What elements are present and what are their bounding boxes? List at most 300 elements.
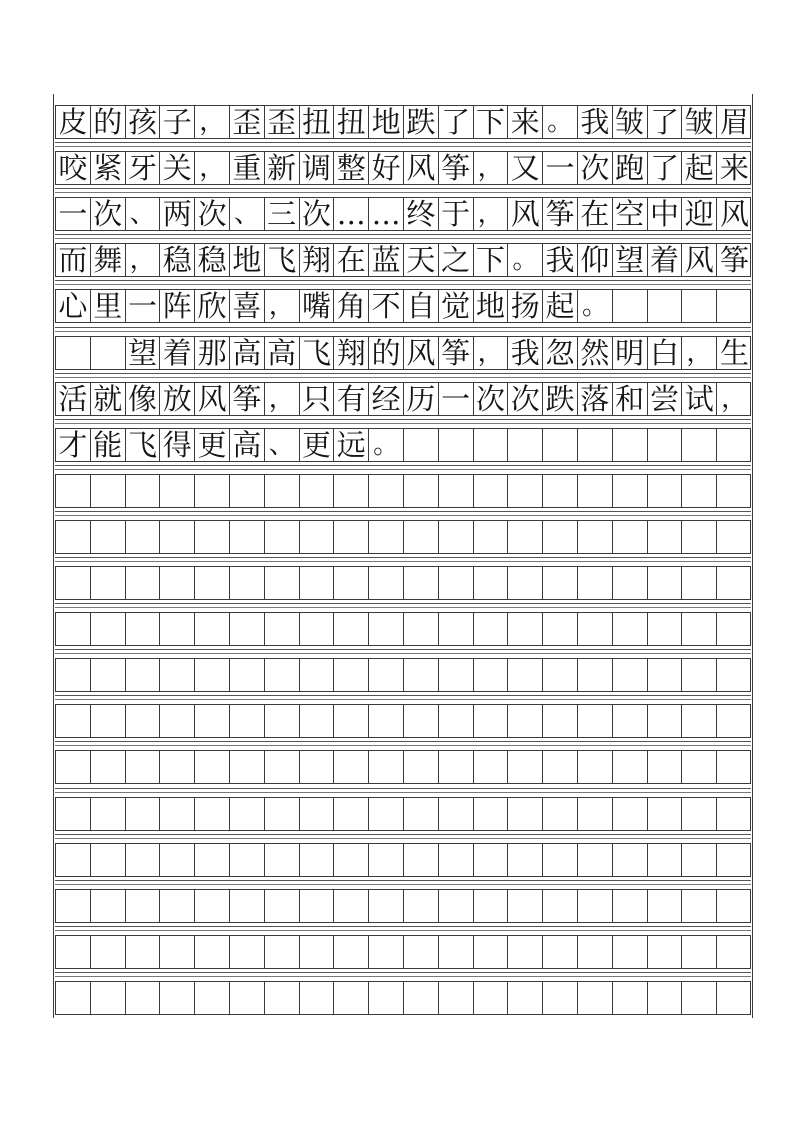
grid-cell [300,705,335,737]
grid-cell [334,982,369,1014]
grid-cell [543,751,578,783]
grid-cell: 落 [578,383,613,415]
grid-cell [369,613,404,645]
grid-cell [474,567,509,599]
grid-cell [439,705,474,737]
grid-cell: 来 [720,150,750,185]
grid-cell [300,982,335,1014]
grid-cell: 有 [334,383,369,415]
grid-cell: ， [682,337,717,369]
grid-cell [91,844,126,876]
grid-row [55,382,751,416]
grid-cell [578,567,613,599]
grid-cell: 嘴 [300,290,335,322]
grid-cell [404,890,439,922]
grid-cell [369,844,404,876]
grid-cell [265,936,300,968]
grid-cell [717,290,752,322]
grid-cell [195,705,230,737]
grid-cell [126,890,161,922]
grid-cell [508,567,543,599]
grid-cell [508,751,543,783]
grid-cell [578,798,613,830]
grid-cell: 地 [230,244,265,276]
grid-cell [265,659,300,691]
grid-cell: 里 [91,290,126,322]
grid-cell [404,751,439,783]
grid-cell: 生 [720,335,750,370]
grid-cell: 飞 [126,429,161,461]
grid-cell [648,475,683,507]
grid-cell [230,844,265,876]
grid-cell: 歪 [265,106,300,138]
grid-cell [613,890,648,922]
grid-cell: 风 [682,244,717,276]
grid-row [55,105,751,139]
grid-cell: 飞 [265,244,300,276]
grid-cell: ， [195,106,230,138]
grid-cell [578,936,613,968]
grid-cell [613,844,648,876]
grid-row [55,151,751,185]
grid-cell [160,751,195,783]
grid-cell: 、 [265,429,300,461]
grid-cell: 下 [474,244,509,276]
grid-cell [474,705,509,737]
grid-cell [508,429,543,461]
grid-cell [648,798,683,830]
grid-cell [508,521,543,553]
grid-cell: 稳 [160,244,195,276]
grid-cell [195,659,230,691]
grid-row [55,289,751,323]
grid-cell [91,705,126,737]
grid-cell [230,613,265,645]
grid-cell [543,429,578,461]
grid-cell: 在 [334,244,369,276]
grid-cell [439,567,474,599]
grid-cell: 飞 [300,337,335,369]
grid-cell: 来 [508,106,543,138]
grid-cell: 高 [265,337,300,369]
grid-cell: 了 [648,152,683,184]
grid-cell [126,982,161,1014]
grid-cell: 风 [404,152,439,184]
grid-cell: 两 [160,198,195,230]
grid-cell: 紧 [91,152,126,184]
grid-cell: 次 [195,198,230,230]
grid-row [55,704,751,738]
grid-cell [508,475,543,507]
grid-cell: 忽 [543,337,578,369]
grid-cell [369,475,404,507]
grid-cell: 次 [578,152,613,184]
grid-cell [91,613,126,645]
grid-row [55,935,751,969]
grid-cell [195,751,230,783]
grid-cell [682,567,717,599]
grid-cell [717,521,752,553]
grid-cell: 一 [56,198,91,230]
grid-cell: 筝 [439,152,474,184]
grid-cell: 之 [439,244,474,276]
grid-cell [56,567,91,599]
grid-cell [126,475,161,507]
grid-cell [91,936,126,968]
grid-cell [648,290,683,322]
grid-cell [648,659,683,691]
grid-cell [682,659,717,691]
grid-cell [578,429,613,461]
grid-cell [439,798,474,830]
grid-cell: 望 [126,337,161,369]
grid-cell [265,890,300,922]
grid-cell [717,613,752,645]
grid-cell: 风 [508,198,543,230]
grid-cell [160,890,195,922]
grid-cell: 只 [300,383,335,415]
grid-cell [613,982,648,1014]
grid-cell [578,982,613,1014]
grid-cell [613,659,648,691]
grid-cell: 筝 [543,198,578,230]
grid-cell [474,890,509,922]
grid-cell [682,613,717,645]
grid-cell [91,798,126,830]
grid-cell: 翔 [300,244,335,276]
grid-cell [369,567,404,599]
grid-cell [369,982,404,1014]
grid-cell [543,982,578,1014]
grid-cell [439,890,474,922]
grid-cell [508,936,543,968]
grid-cell [439,429,474,461]
grid-cell: 跑 [613,152,648,184]
grid-cell: ， [265,290,300,322]
grid-cell [195,982,230,1014]
grid-cell [195,475,230,507]
grid-cell [578,844,613,876]
grid-cell [717,890,752,922]
grid-cell [717,798,752,830]
grid-cell: 尝 [648,383,683,415]
grid-cell [195,567,230,599]
grid-cell [717,429,752,461]
grid-cell: 喜 [230,290,265,322]
grid-cell: 蓝 [369,244,404,276]
grid-cell: 能 [91,429,126,461]
grid-cell [300,844,335,876]
grid-cell [369,751,404,783]
grid-cell: 好 [369,152,404,184]
grid-cell: 我 [578,106,613,138]
grid-cell [56,751,91,783]
grid-cell: 我 [508,337,543,369]
grid-cell [56,798,91,830]
grid-cell: 孩 [126,106,161,138]
grid-cell [334,659,369,691]
grid-cell: 放 [160,383,195,415]
grid-cell [334,936,369,968]
grid-cell [334,567,369,599]
grid-cell [56,982,91,1014]
grid-cell [404,844,439,876]
grid-cell [474,936,509,968]
grid-cell [578,705,613,737]
grid-cell [126,798,161,830]
grid-cell [613,936,648,968]
grid-cell: 扭 [300,106,335,138]
grid-cell [508,798,543,830]
grid-cell [195,798,230,830]
grid-cell: 。 [508,244,543,276]
grid-cell [334,613,369,645]
grid-cell [439,475,474,507]
grid-cell: 舞 [91,244,126,276]
grid-cell: 起 [543,290,578,322]
grid-cell [265,521,300,553]
grid-cell [543,659,578,691]
grid-cell [160,936,195,968]
grid-cell [578,890,613,922]
grid-cell [543,475,578,507]
grid-cell: 经 [369,383,404,415]
grid-cell: 扬 [508,290,543,322]
grid-cell: 了 [648,106,683,138]
grid-cell [230,751,265,783]
grid-cell [91,521,126,553]
grid-cell: 三 [265,198,300,230]
grid-cell [648,936,683,968]
grid-row [55,566,751,600]
grid-cell: 空 [613,198,648,230]
grid-cell [474,844,509,876]
grid-row [55,474,751,508]
grid-cell: 一 [126,290,161,322]
grid-cell [160,475,195,507]
grid-cell: 次 [91,198,126,230]
grid-cell [404,475,439,507]
grid-cell [682,705,717,737]
grid-cell [613,705,648,737]
grid-cell [682,844,717,876]
grid-cell [265,567,300,599]
grid-cell: 筝 [230,383,265,415]
grid-cell [613,613,648,645]
grid-cell: 皱 [682,106,717,138]
grid-cell [648,890,683,922]
grid-cell [682,890,717,922]
grid-cell [56,337,91,369]
grid-row [55,843,751,877]
grid-cell: 我 [543,244,578,276]
grid-cell: 翔 [334,337,369,369]
grid-cell [404,936,439,968]
grid-cell [91,751,126,783]
grid-cell [578,475,613,507]
grid-cell [91,475,126,507]
grid-cell [404,567,439,599]
grid-cell [265,613,300,645]
grid-cell [160,567,195,599]
grid-cell [508,844,543,876]
grid-cell [195,521,230,553]
grid-cell: 一 [439,383,474,415]
grid-cell [613,567,648,599]
grid-cell [717,659,752,691]
grid-cell [265,798,300,830]
grid-cell [160,798,195,830]
grid-cell: 次 [508,383,543,415]
grid-row [55,520,751,554]
grid-cell [334,890,369,922]
grid-cell: 歪 [230,106,265,138]
grid-cell [682,936,717,968]
grid-cell [230,705,265,737]
grid-cell: 的 [369,337,404,369]
grid-cell [56,890,91,922]
grid-cell: 于 [439,198,474,230]
grid-cell [508,890,543,922]
grid-cell [300,936,335,968]
grid-cell: 高 [230,337,265,369]
grid-cell: 眉 [720,104,750,139]
grid-cell [578,659,613,691]
grid-cell: 扭 [334,106,369,138]
grid-cell: 远 [334,429,369,461]
grid-cell [474,429,509,461]
grid-cell [543,705,578,737]
grid-row [55,197,751,231]
grid-cell [613,290,648,322]
grid-cell [195,890,230,922]
grid-cell [265,705,300,737]
grid-cell [334,798,369,830]
grid-cell [439,613,474,645]
grid-cell: … [369,198,404,230]
grid-cell [91,659,126,691]
grid-cell [126,751,161,783]
grid-cell [543,890,578,922]
grid-cell: 牙 [126,152,161,184]
grid-cell [439,844,474,876]
grid-cell: 又 [508,152,543,184]
grid-cell [474,982,509,1014]
grid-cell [91,337,126,369]
grid-cell [717,567,752,599]
grid-cell: 明 [613,337,648,369]
grid-cell [230,890,265,922]
grid-cell [404,659,439,691]
grid-cell [717,751,752,783]
grid-cell: 咬 [56,152,91,184]
grid-cell [682,429,717,461]
grid-cell [578,751,613,783]
grid-cell: 风 [404,337,439,369]
grid-cell: 次 [474,383,509,415]
grid-cell: 的 [91,106,126,138]
grid-cell [648,982,683,1014]
grid-cell: 着 [648,244,683,276]
grid-row [55,243,751,277]
grid-cell [648,521,683,553]
grid-cell [300,567,335,599]
grid-row [55,797,751,831]
grid-cell [300,659,335,691]
grid-cell: 地 [369,106,404,138]
grid-cell: 自 [404,290,439,322]
grid-cell: 角 [334,290,369,322]
grid-cell [91,890,126,922]
grid-cell [439,982,474,1014]
grid-cell [543,936,578,968]
grid-cell [682,751,717,783]
grid-row [55,428,751,462]
grid-cell [439,751,474,783]
grid-cell: 皮 [56,106,91,138]
grid-cell [682,982,717,1014]
grid-cell [160,982,195,1014]
grid-cell [369,521,404,553]
grid-cell [648,844,683,876]
grid-cell: ， [195,152,230,184]
grid-cell [439,521,474,553]
grid-cell [474,521,509,553]
grid-cell: 白 [648,337,683,369]
grid-cell: 重 [230,152,265,184]
grid-cell [369,798,404,830]
grid-cell: 欣 [195,290,230,322]
grid-cell [126,705,161,737]
grid-cell [300,751,335,783]
grid-cell: 跌 [404,106,439,138]
grid-cell: 。 [369,429,404,461]
grid-cell: 着 [160,337,195,369]
grid-cell: 更 [300,429,335,461]
grid-cell [682,798,717,830]
grid-cell [404,705,439,737]
grid-row [55,612,751,646]
grid-cell [404,798,439,830]
grid-cell [334,475,369,507]
grid-cell [230,982,265,1014]
grid-cell: 筝 [720,242,750,277]
grid-cell: 中 [648,198,683,230]
grid-cell [56,475,91,507]
grid-cell [56,844,91,876]
grid-cell [126,521,161,553]
grid-cell: 下 [474,106,509,138]
grid-cell [230,936,265,968]
grid-row [55,750,751,784]
grid-cell [126,613,161,645]
grid-cell: ， [474,337,509,369]
grid-cell: 高 [230,429,265,461]
grid-cell: ， [474,198,509,230]
grid-cell: 在 [578,198,613,230]
grid-row [55,981,751,1015]
grid-cell [543,844,578,876]
grid-cell [195,613,230,645]
grid-cell [474,659,509,691]
grid-cell: 像 [126,383,161,415]
grid-cell [578,521,613,553]
grid-cell [369,936,404,968]
grid-cell [300,475,335,507]
grid-cell [613,429,648,461]
grid-cell [613,521,648,553]
grid-cell [613,751,648,783]
